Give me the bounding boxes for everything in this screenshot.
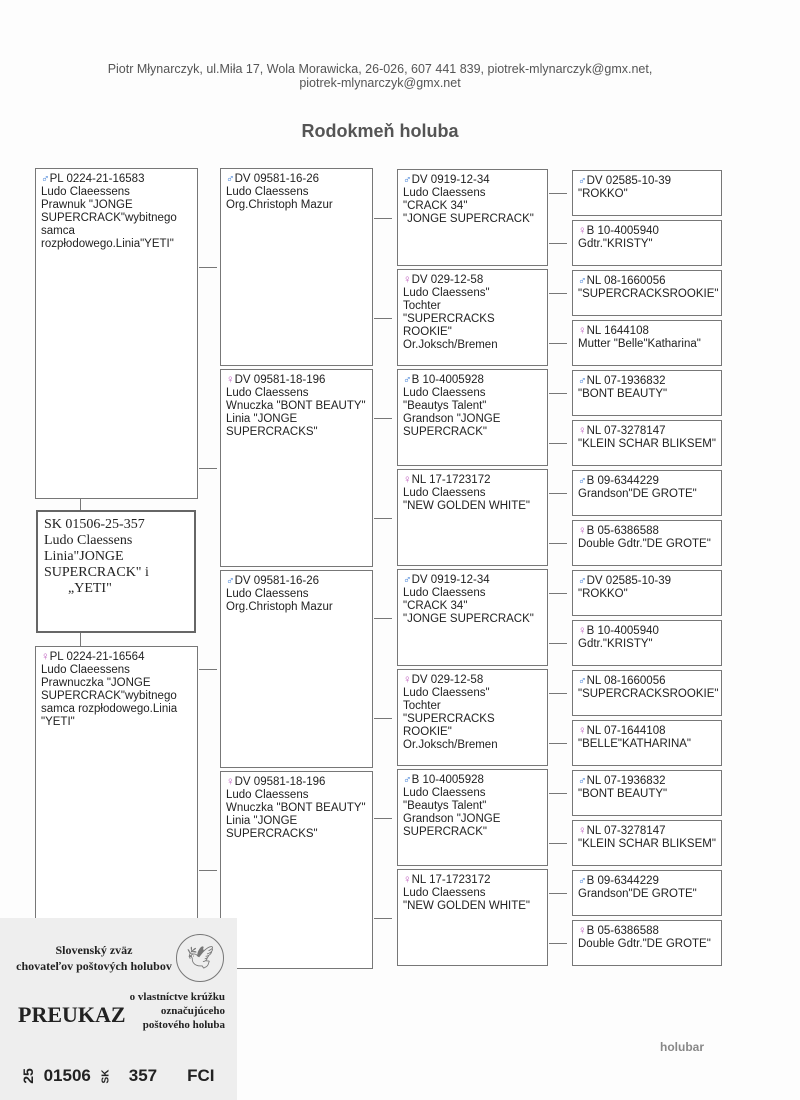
gen4-pigeon-box [572,770,722,816]
gen2-pigeon-box [220,570,373,768]
male-icon: ♂ [226,575,235,587]
connector [199,669,217,670]
pigeon-description: Gdtr."KRISTY" [578,638,653,650]
subject-pigeon-box [36,510,196,633]
ring-number: DV 09581-18-196 [234,776,326,788]
gen4-pigeon-box [572,170,722,216]
female-icon: ♀ [403,274,412,286]
pigeon-description: Gdtr."KRISTY" [578,238,653,250]
gen3-pigeon-box [397,869,548,966]
fci-label: FCI [187,1066,215,1085]
ring-number: DV 029-12-58 [411,274,484,286]
gen4-pigeon-box [572,320,722,366]
gen4-pigeon-box [572,520,722,566]
gen4-pigeon-box [572,920,722,966]
pigeon-description: Ludo Claessens Org.Christoph Mazur [226,588,333,613]
connector [549,493,567,494]
gen4-pigeon-box [572,820,722,866]
pigeon-description: "BONT BEAUTY" [578,788,668,800]
connector [549,193,567,194]
ring-number: DV 09581-16-26 [234,575,320,587]
ring-number: B 05-6386588 [586,925,659,937]
pigeon-description: Ludo Claessens" Tochter "SUPERCRACKS ROOKIE" Or.Joksch/Bremen [403,287,498,351]
male-icon: ♂ [41,173,50,185]
ownership-card [0,918,237,1100]
gen3-pigeon-box [397,669,548,766]
pigeon-description: Grandson"DE GROTE" [578,888,697,900]
female-icon: ♀ [578,525,587,537]
ring-number: DV 02585-10-39 [586,175,672,187]
female-icon: ♀ [578,925,587,937]
connector [549,793,567,794]
pigeon-description: Mutter "Belle"Katharina" [578,338,701,350]
connector [549,443,567,444]
pigeon-description: "BELLE"KATHARINA" [578,738,692,750]
male-icon: ♂ [226,173,235,185]
connector [374,918,392,919]
pigeon-description: "KLEIN SCHAR BLIKSEM" [578,438,716,450]
connector [374,818,392,819]
connector [374,218,392,219]
female-icon: ♀ [226,374,235,386]
male-icon: ♂ [578,375,587,387]
contact-line: Piotr Młynarczyk, ul.Miła 17, Wola Morawicka, 26-026, 607 441 839, piotrek-mlynarczyk@gmx.net, [107,62,653,76]
ring-number: B 09-6344229 [586,475,659,487]
ring-number: NL 08-1660056 [586,275,666,287]
card-subtitle: poštového holuba [142,1019,225,1031]
gen3-pigeon-box [397,769,548,866]
ring-number: NL 17-1723172 [411,874,491,886]
ring-number: PL 0224-21-16583 [49,173,145,185]
gen4-pigeon-box [572,620,722,666]
pigeon-description: Ludo Claessens "CRACK 34" "JONGE SUPERCRACK" [403,587,534,625]
male-icon: ♂ [578,875,587,887]
line-text: Linia"JONGE [44,549,124,564]
pigeon-description: Ludo Claessens "NEW GOLDEN WHITE" [403,887,530,912]
connector [549,393,567,394]
ring-number: NL 17-1723172 [411,474,491,486]
female-icon: ♀ [403,474,412,486]
gen4-pigeon-box [572,870,722,916]
gen3-pigeon-box [397,369,548,466]
gen4-pigeon-box [572,220,722,266]
ring-number: NL 07-1936832 [586,375,666,387]
connector [549,293,567,294]
gen4-pigeon-box [572,720,722,766]
ring-number: DV 029-12-58 [411,674,484,686]
gen4-pigeon-box [572,370,722,416]
owner-contact [0,62,760,90]
union-seal-icon: 🕊 [176,934,224,982]
female-icon: ♀ [578,725,587,737]
pigeon-description: Double Gdtr."DE GROTE" [578,938,711,950]
ring-number: B 10-4005940 [586,625,659,637]
ring-number: DV 0919-12-34 [411,574,490,586]
connector [549,693,567,694]
pigeon-description: Grandson"DE GROTE" [578,488,697,500]
connector [374,418,392,419]
connector [549,893,567,894]
connector [549,543,567,544]
female-icon: ♀ [578,425,587,437]
gen2-pigeon-box [220,369,373,567]
connector [80,633,81,646]
male-icon: ♂ [578,775,587,787]
ring-number: DV 09581-18-196 [234,374,326,386]
gen4-pigeon-box [572,270,722,316]
card-title: PREUKAZ [18,1002,126,1027]
holubar-logo: holubar [660,1040,704,1054]
female-icon: ♀ [578,625,587,637]
ring-number: NL 07-3278147 [586,425,666,437]
gen3-pigeon-box [397,569,548,666]
connector [549,743,567,744]
ring-number: DV 09581-16-26 [234,173,320,185]
female-icon: ♀ [403,674,412,686]
male-icon: ♂ [578,175,587,187]
pigeon-description: "ROKKO" [578,188,628,200]
connector [374,318,392,319]
female-icon: ♀ [578,825,587,837]
gen4-pigeon-box [572,470,722,516]
male-icon: ♂ [578,675,587,687]
pigeon-description: "KLEIN SCHAR BLIKSEM" [578,838,716,850]
gen3-pigeon-box [397,469,548,566]
sire-box [35,168,198,499]
ring-number: NL 07-3278147 [586,825,666,837]
pigeon-description: Double Gdtr."DE GROTE" [578,538,711,550]
pigeon-description: Ludo Claessens Wnuczka "BONT BEAUTY" Linia "JONGE SUPERCRACKS" [226,387,366,438]
ring-number: NL 07-1644108 [586,725,666,737]
card-subtitle: označujúceho [160,1005,225,1017]
connector [374,518,392,519]
gen4-pigeon-box [572,670,722,716]
connector [549,843,567,844]
pigeon-description: "SUPERCRACKSROOKIE" [578,288,719,300]
male-icon: ♂ [403,174,412,186]
female-icon: ♀ [226,776,235,788]
connector [80,499,81,510]
line-text: „YETI" [68,581,112,596]
pigeon-description: Ludo Claessens "CRACK 34" "JONGE SUPERCRACK" [403,187,534,225]
pigeon-description: Ludo Claessens "Beautys Talent" Grandson "JONGE SUPERCRACK" [403,787,501,838]
connector [549,643,567,644]
male-icon: ♂ [403,374,412,386]
pigeon-description: Ludo Claeessens Prawnuk "JONGE SUPERCRACK"wybitnego samca rozpłodowego.Linia"YETI" [41,186,177,250]
ring-number: NL 08-1660056 [586,675,666,687]
ring-club-number: 01506 [43,1066,91,1085]
pigeon-description: Ludo Claessens" Tochter "SUPERCRACKS ROOKIE" Or.Joksch/Bremen [403,687,498,751]
ring-number: B 10-4005928 [411,774,484,786]
connector [549,943,567,944]
connector [199,870,217,871]
connector [549,343,567,344]
ring-number: B 09-6344229 [586,875,659,887]
ring-number: B 10-4005940 [586,225,659,237]
ring-number: DV 02585-10-39 [586,575,672,587]
ring-number: SK 01506-25-357 [44,517,145,532]
gen4-pigeon-box [572,420,722,466]
pigeon-description: "SUPERCRACKSROOKIE" [578,688,719,700]
ring-number: PL 0224-21-16564 [49,651,145,663]
male-icon: ♂ [578,575,587,587]
connector [549,243,567,244]
male-icon: ♂ [578,275,587,287]
connector [549,593,567,594]
card-subtitle: o vlastníctve krúžku [129,991,225,1003]
ring-country: SK [100,1069,112,1083]
gen3-pigeon-box [397,269,548,366]
ring-number: B 05-6386588 [586,525,659,537]
ring-number: B 10-4005928 [411,374,484,386]
pigeon-description: "ROKKO" [578,588,628,600]
ring-year: 25 [19,1068,36,1084]
connector [374,618,392,619]
gen2-pigeon-box [220,168,373,366]
pigeon-description: Ludo Claessens "NEW GOLDEN WHITE" [403,487,530,512]
female-icon: ♀ [578,325,587,337]
ring-serial: 357 [128,1066,158,1085]
pigeon-description: Ludo Claessens "Beautys Talent" Grandson "JONGE SUPERCRACK" [403,387,501,438]
connector [199,267,217,268]
breeder: Ludo Claessens [44,533,133,548]
ring-number: NL 1644108 [586,325,649,337]
line-text: SUPERCRACK" i [44,565,149,580]
ring-number: DV 0919-12-34 [411,174,490,186]
pigeon-description: Ludo Claessens Wnuczka "BONT BEAUTY" Linia "JONGE SUPERCRACKS" [226,789,366,840]
female-icon: ♀ [41,651,50,663]
pigeon-description: Ludo Claessens Org.Christoph Mazur [226,186,333,211]
contact-line: piotrek-mlynarczyk@gmx.net [299,76,461,90]
connector [374,718,392,719]
gen2-pigeon-box [220,771,373,969]
male-icon: ♂ [578,475,587,487]
gen3-pigeon-box [397,169,548,266]
male-icon: ♂ [403,774,412,786]
pigeon-description: Ludo Claeessens Prawnuczka "JONGE SUPERCRACK"wybitnego samca rozpłodowego.Linia "YETI" [41,664,178,728]
male-icon: ♂ [403,574,412,586]
female-icon: ♀ [403,874,412,886]
gen4-pigeon-box [572,570,722,616]
card-org: chovateľov poštových holubov [16,959,172,973]
female-icon: ♀ [578,225,587,237]
ring-number: NL 07-1936832 [586,775,666,787]
page-title: Rodokmeň holuba [301,121,459,141]
pigeon-description: "BONT BEAUTY" [578,388,668,400]
connector [199,468,217,469]
card-org: Slovenský zväz [55,943,133,957]
